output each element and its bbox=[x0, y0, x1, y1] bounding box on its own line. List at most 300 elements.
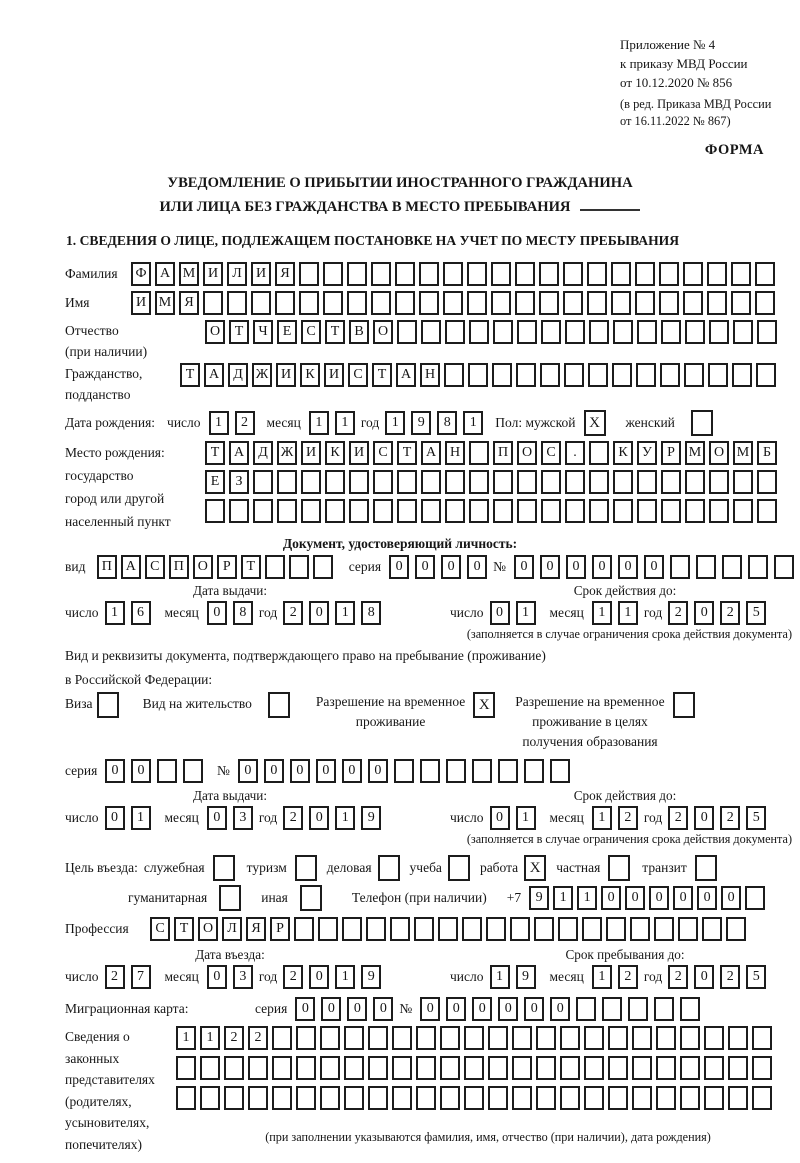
char-cell: Л bbox=[227, 262, 247, 286]
year-label: год bbox=[643, 605, 663, 621]
char-cell: И bbox=[276, 363, 296, 387]
char-cell: 0 bbox=[441, 555, 461, 579]
char-cell bbox=[488, 1086, 508, 1110]
char-cell: А bbox=[421, 441, 441, 465]
char-cell bbox=[392, 1056, 412, 1080]
residence-valid-month bbox=[592, 806, 644, 830]
char-cell bbox=[654, 997, 674, 1021]
char-cell bbox=[539, 291, 559, 315]
char-cell bbox=[253, 470, 273, 494]
char-cell: 0 bbox=[131, 759, 151, 783]
char-cell bbox=[224, 1056, 244, 1080]
char-cell: 1 bbox=[618, 601, 638, 625]
char-cell bbox=[613, 320, 633, 344]
char-cell: 0 bbox=[467, 555, 487, 579]
entry-month bbox=[207, 965, 259, 989]
char-cell bbox=[395, 262, 415, 286]
char-cell bbox=[558, 917, 578, 941]
number-label: № bbox=[217, 763, 230, 779]
char-cell: 0 bbox=[490, 806, 510, 830]
patronymic-label-line2: (при наличии) bbox=[65, 344, 148, 360]
char-cell bbox=[684, 363, 704, 387]
migration-card-label: Миграционная карта: bbox=[65, 1001, 189, 1017]
char-cell bbox=[661, 470, 681, 494]
form-title bbox=[0, 171, 800, 219]
char-cell bbox=[565, 499, 585, 523]
char-cell: 0 bbox=[472, 997, 492, 1021]
purpose-row2 bbox=[128, 885, 800, 911]
char-cell: 2 bbox=[283, 806, 303, 830]
char-cell bbox=[275, 291, 295, 315]
char-cell: 1 bbox=[105, 601, 125, 625]
char-cell: И bbox=[251, 262, 271, 286]
year-label: год bbox=[360, 415, 380, 431]
char-cell bbox=[349, 470, 369, 494]
char-cell bbox=[722, 555, 742, 579]
char-cell bbox=[695, 855, 717, 881]
char-cell: 1 bbox=[131, 806, 151, 830]
sex-male-label: Пол: мужской bbox=[495, 415, 576, 431]
char-cell: 0 bbox=[316, 759, 336, 783]
char-cell: А bbox=[396, 363, 416, 387]
entry-year bbox=[283, 965, 387, 989]
char-cell: Л bbox=[222, 917, 242, 941]
profession-row bbox=[65, 917, 800, 941]
char-cell: Н bbox=[445, 441, 465, 465]
char-cell bbox=[755, 291, 775, 315]
char-cell: 0 bbox=[295, 997, 315, 1021]
char-cell: 1 bbox=[200, 1026, 220, 1050]
char-cell bbox=[467, 262, 487, 286]
char-cell: 1 bbox=[553, 886, 573, 910]
char-cell bbox=[227, 291, 247, 315]
day-label: число bbox=[167, 415, 201, 431]
phone-cells bbox=[529, 886, 769, 910]
residence-restriction-note: (заполняется в случае ограничения срока действия документа) bbox=[466, 832, 792, 847]
char-cell bbox=[294, 917, 314, 941]
ref-line: от 16.11.2022 № 867) bbox=[620, 113, 731, 128]
char-cell bbox=[219, 885, 241, 911]
ref-amendment bbox=[620, 96, 800, 131]
char-cell bbox=[419, 291, 439, 315]
char-cell bbox=[318, 917, 338, 941]
char-cell: Ф bbox=[131, 262, 151, 286]
char-cell: 0 bbox=[290, 759, 310, 783]
char-cell bbox=[323, 262, 343, 286]
char-cell: Б bbox=[757, 441, 777, 465]
entry-date-col bbox=[65, 946, 450, 989]
representatives-note: (при заполнении указываются фамилия, имя, отчество (при наличии), дата рождения) bbox=[265, 1130, 711, 1145]
title-blank-line bbox=[580, 199, 640, 211]
patronymic-row bbox=[65, 320, 800, 362]
char-cell: 1 bbox=[335, 806, 355, 830]
char-cell bbox=[683, 262, 703, 286]
char-cell: 0 bbox=[592, 555, 612, 579]
char-cell bbox=[637, 470, 657, 494]
char-cell bbox=[589, 499, 609, 523]
month-label: месяц bbox=[164, 969, 199, 985]
char-cell: Ч bbox=[253, 320, 273, 344]
char-cell bbox=[515, 291, 535, 315]
month-label: месяц bbox=[549, 605, 584, 621]
char-cell bbox=[517, 470, 537, 494]
char-cell bbox=[265, 555, 285, 579]
form-title-line1: УВЕДОМЛЕНИЕ О ПРИБЫТИИ ИНОСТРАННОГО ГРАЖДАНИНА bbox=[167, 175, 633, 192]
char-cell bbox=[183, 759, 203, 783]
year-label: год bbox=[258, 810, 278, 826]
char-cell: 0 bbox=[566, 555, 586, 579]
char-cell bbox=[728, 1056, 748, 1080]
char-cell: В bbox=[349, 320, 369, 344]
char-cell bbox=[728, 1086, 748, 1110]
char-cell bbox=[368, 1026, 388, 1050]
forma-label: ФОРМА bbox=[704, 142, 764, 159]
char-cell: Т bbox=[397, 441, 417, 465]
char-cell bbox=[576, 997, 596, 1021]
char-cell bbox=[709, 470, 729, 494]
stay-month bbox=[592, 965, 644, 989]
char-cell: 0 bbox=[649, 886, 669, 910]
char-cell bbox=[685, 320, 705, 344]
char-cell bbox=[707, 262, 727, 286]
char-cell bbox=[670, 555, 690, 579]
series-label: серия bbox=[255, 1001, 288, 1017]
char-cell bbox=[467, 291, 487, 315]
char-cell bbox=[635, 262, 655, 286]
char-cell: И bbox=[301, 441, 321, 465]
char-cell bbox=[493, 320, 513, 344]
char-cell bbox=[299, 262, 319, 286]
char-cell bbox=[563, 291, 583, 315]
purpose-humanitarian-label: гуманитарная bbox=[128, 890, 208, 906]
male-checkbox bbox=[584, 410, 610, 436]
char-cell: 2 bbox=[720, 601, 740, 625]
char-cell: Т bbox=[325, 320, 345, 344]
char-cell bbox=[325, 499, 345, 523]
char-cell bbox=[704, 1026, 724, 1050]
char-cell bbox=[752, 1056, 772, 1080]
residence-valid-year bbox=[668, 806, 772, 830]
char-cell bbox=[443, 291, 463, 315]
char-cell: 0 bbox=[618, 555, 638, 579]
ref-line: от 10.12.2020 № 856 bbox=[620, 74, 733, 90]
surname-cells bbox=[131, 262, 779, 286]
char-cell bbox=[468, 363, 488, 387]
given-name-label: Имя bbox=[65, 295, 90, 311]
day-label: число bbox=[450, 969, 484, 985]
char-cell: 0 bbox=[694, 806, 714, 830]
char-cell: 3 bbox=[233, 806, 253, 830]
purpose-business-label: деловая bbox=[326, 860, 372, 876]
char-cell bbox=[277, 470, 297, 494]
birth-place-row2 bbox=[205, 470, 781, 494]
char-cell bbox=[200, 1086, 220, 1110]
char-cell: С bbox=[348, 363, 368, 387]
stay-year bbox=[668, 965, 772, 989]
temp-residence-line2: проживание bbox=[355, 714, 426, 730]
char-cell bbox=[550, 759, 570, 783]
identity-valid-year bbox=[668, 601, 772, 625]
char-cell: 1 bbox=[309, 411, 329, 435]
char-cell bbox=[493, 470, 513, 494]
day-label: число bbox=[65, 810, 99, 826]
year-label: год bbox=[258, 969, 278, 985]
char-cell: У bbox=[637, 441, 657, 465]
char-cell bbox=[416, 1026, 436, 1050]
char-cell: С bbox=[541, 441, 561, 465]
stay-until-heading: Срок пребывания до: bbox=[565, 947, 685, 963]
purpose-tourism-checkbox bbox=[295, 855, 321, 881]
birth-place-label-line1: Место рождения: bbox=[65, 445, 165, 461]
residence-permit-label: Вид на жительство bbox=[142, 696, 252, 712]
char-cell: 1 bbox=[516, 806, 536, 830]
representatives-block bbox=[65, 1026, 800, 1155]
given-name-cells bbox=[131, 291, 779, 315]
purpose-tourism-label: туризм bbox=[246, 860, 287, 876]
char-cell: 1 bbox=[335, 601, 355, 625]
char-cell bbox=[373, 470, 393, 494]
char-cell: 2 bbox=[720, 965, 740, 989]
char-cell bbox=[443, 262, 463, 286]
char-cell: М bbox=[685, 441, 705, 465]
purpose-study-checkbox bbox=[448, 855, 474, 881]
char-cell bbox=[709, 320, 729, 344]
day-label: число bbox=[65, 605, 99, 621]
char-cell bbox=[371, 291, 391, 315]
char-cell bbox=[295, 855, 317, 881]
char-cell bbox=[445, 320, 465, 344]
char-cell bbox=[517, 499, 537, 523]
char-cell bbox=[659, 262, 679, 286]
char-cell: С bbox=[373, 441, 393, 465]
char-cell: 2 bbox=[224, 1026, 244, 1050]
identity-doc-kind-row bbox=[65, 555, 800, 579]
char-cell bbox=[277, 499, 297, 523]
char-cell: 9 bbox=[361, 965, 381, 989]
char-cell: 3 bbox=[233, 965, 253, 989]
residence-issue-month bbox=[207, 806, 259, 830]
char-cell bbox=[445, 499, 465, 523]
temp-residence-label bbox=[316, 692, 465, 732]
representatives-label-line5: усыновителях, bbox=[65, 1115, 150, 1131]
char-cell bbox=[200, 1056, 220, 1080]
char-cell: О bbox=[193, 555, 213, 579]
series-label: серия bbox=[348, 559, 382, 575]
char-cell bbox=[584, 1026, 604, 1050]
residence-issue-row bbox=[65, 806, 450, 830]
char-cell bbox=[486, 917, 506, 941]
char-cell: 0 bbox=[309, 601, 329, 625]
purpose-transit-checkbox bbox=[695, 855, 721, 881]
char-cell bbox=[224, 1086, 244, 1110]
residence-intro-text2: в Российской Федерации: bbox=[65, 672, 213, 688]
char-cell bbox=[755, 262, 775, 286]
char-cell: Я bbox=[246, 917, 266, 941]
char-cell: 2 bbox=[235, 411, 255, 435]
char-cell bbox=[564, 363, 584, 387]
doc-number-cells bbox=[514, 555, 800, 579]
char-cell bbox=[347, 262, 367, 286]
char-cell bbox=[394, 759, 414, 783]
doc-kind-cells bbox=[97, 555, 337, 579]
char-cell: А bbox=[204, 363, 224, 387]
entry-date-heading: Дата въезда: bbox=[195, 947, 265, 963]
char-cell bbox=[213, 855, 235, 881]
char-cell bbox=[611, 291, 631, 315]
char-cell bbox=[539, 262, 559, 286]
representatives-label-line3: представителях bbox=[65, 1072, 155, 1088]
char-cell: Т bbox=[174, 917, 194, 941]
char-cell bbox=[395, 291, 415, 315]
char-cell bbox=[524, 759, 544, 783]
char-cell bbox=[414, 917, 434, 941]
char-cell bbox=[704, 1056, 724, 1080]
char-cell: Т bbox=[229, 320, 249, 344]
temp-residence-edu-line3: получения образования bbox=[522, 734, 658, 750]
char-cell bbox=[392, 1086, 412, 1110]
char-cell: 0 bbox=[105, 806, 125, 830]
char-cell: А bbox=[155, 262, 175, 286]
char-cell: 0 bbox=[207, 601, 227, 625]
ref-line: к приказу МВД России bbox=[620, 55, 748, 71]
char-cell bbox=[534, 917, 554, 941]
identity-issue-day bbox=[105, 601, 157, 625]
number-label: № bbox=[493, 559, 506, 575]
char-cell bbox=[253, 499, 273, 523]
identity-issue-month bbox=[207, 601, 259, 625]
char-cell: 0 bbox=[264, 759, 284, 783]
residence-options-row bbox=[65, 692, 800, 752]
stay-day bbox=[490, 965, 542, 989]
char-cell bbox=[272, 1086, 292, 1110]
char-cell bbox=[347, 291, 367, 315]
char-cell bbox=[444, 363, 464, 387]
representatives-cell-rows bbox=[176, 1026, 800, 1145]
char-cell bbox=[602, 997, 622, 1021]
char-cell bbox=[323, 291, 343, 315]
citizenship-row bbox=[65, 363, 800, 405]
char-cell bbox=[378, 855, 400, 881]
char-cell bbox=[313, 555, 333, 579]
char-cell bbox=[419, 262, 439, 286]
char-cell bbox=[661, 499, 681, 523]
char-cell bbox=[469, 499, 489, 523]
char-cell bbox=[757, 470, 777, 494]
identity-valid-day bbox=[490, 601, 542, 625]
char-cell: О bbox=[709, 441, 729, 465]
char-cell bbox=[289, 555, 309, 579]
char-cell bbox=[584, 1056, 604, 1080]
char-cell bbox=[540, 363, 560, 387]
valid-until-heading: Срок действия до: bbox=[573, 583, 677, 599]
char-cell bbox=[708, 363, 728, 387]
char-cell bbox=[560, 1026, 580, 1050]
day-label: число bbox=[450, 605, 484, 621]
char-cell bbox=[157, 759, 177, 783]
ref-line: (в ред. Приказа МВД России bbox=[620, 96, 772, 111]
char-cell bbox=[498, 759, 518, 783]
char-cell bbox=[628, 997, 648, 1021]
char-cell bbox=[680, 1056, 700, 1080]
char-cell: 7 bbox=[131, 965, 151, 989]
patronymic-cells bbox=[205, 320, 781, 344]
char-cell bbox=[515, 262, 535, 286]
char-cell bbox=[251, 291, 271, 315]
char-cell bbox=[462, 917, 482, 941]
char-cell: И bbox=[131, 291, 151, 315]
char-cell: К bbox=[325, 441, 345, 465]
char-cell: П bbox=[493, 441, 513, 465]
phone-prefix: +7 bbox=[506, 890, 522, 906]
char-cell bbox=[685, 499, 705, 523]
char-cell: 8 bbox=[361, 601, 381, 625]
day-label: число bbox=[450, 810, 484, 826]
representatives-label-line2: законных bbox=[65, 1050, 120, 1066]
birth-place-block bbox=[65, 441, 800, 533]
char-cell bbox=[656, 1086, 676, 1110]
char-cell bbox=[296, 1056, 316, 1080]
citizenship-label-line1: Гражданство, bbox=[65, 366, 143, 382]
char-cell: И bbox=[324, 363, 344, 387]
char-cell bbox=[488, 1026, 508, 1050]
stay-until-row bbox=[450, 965, 800, 989]
reference-block bbox=[620, 36, 800, 130]
char-cell bbox=[630, 917, 650, 941]
char-cell bbox=[656, 1056, 676, 1080]
char-cell: 6 bbox=[131, 601, 151, 625]
char-cell: 8 bbox=[437, 411, 457, 435]
residence-intro-line2 bbox=[65, 672, 800, 688]
birth-date-row bbox=[65, 410, 800, 436]
char-cell: К bbox=[613, 441, 633, 465]
char-cell bbox=[320, 1056, 340, 1080]
char-cell bbox=[397, 470, 417, 494]
char-cell bbox=[536, 1026, 556, 1050]
char-cell bbox=[680, 997, 700, 1021]
char-cell: 0 bbox=[368, 759, 388, 783]
char-cell bbox=[637, 499, 657, 523]
char-cell: З bbox=[229, 470, 249, 494]
identity-doc-dates bbox=[65, 582, 800, 625]
char-cell: Ж bbox=[277, 441, 297, 465]
char-cell: 0 bbox=[697, 886, 717, 910]
char-cell: О bbox=[517, 441, 537, 465]
char-cell bbox=[492, 363, 512, 387]
char-cell bbox=[613, 499, 633, 523]
char-cell: Т bbox=[372, 363, 392, 387]
char-cell: Р bbox=[217, 555, 237, 579]
char-cell: . bbox=[565, 441, 585, 465]
char-cell bbox=[248, 1056, 268, 1080]
surname-label: Фамилия bbox=[65, 266, 118, 282]
char-cell: 1 bbox=[176, 1026, 196, 1050]
char-cell: 1 bbox=[592, 601, 612, 625]
series-label: серия bbox=[65, 763, 98, 779]
representatives-row3 bbox=[176, 1086, 776, 1110]
identity-restriction-note: (заполняется в случае ограничения срока действия документа) bbox=[466, 627, 792, 642]
char-cell bbox=[301, 499, 321, 523]
char-cell: Д bbox=[253, 441, 273, 465]
patronymic-label bbox=[65, 320, 205, 362]
char-cell bbox=[606, 917, 626, 941]
char-cell bbox=[733, 320, 753, 344]
char-cell: С bbox=[145, 555, 165, 579]
char-cell: 0 bbox=[207, 806, 227, 830]
identity-valid-col bbox=[450, 582, 800, 625]
profession-cells bbox=[150, 917, 750, 941]
char-cell bbox=[685, 470, 705, 494]
char-cell bbox=[678, 917, 698, 941]
